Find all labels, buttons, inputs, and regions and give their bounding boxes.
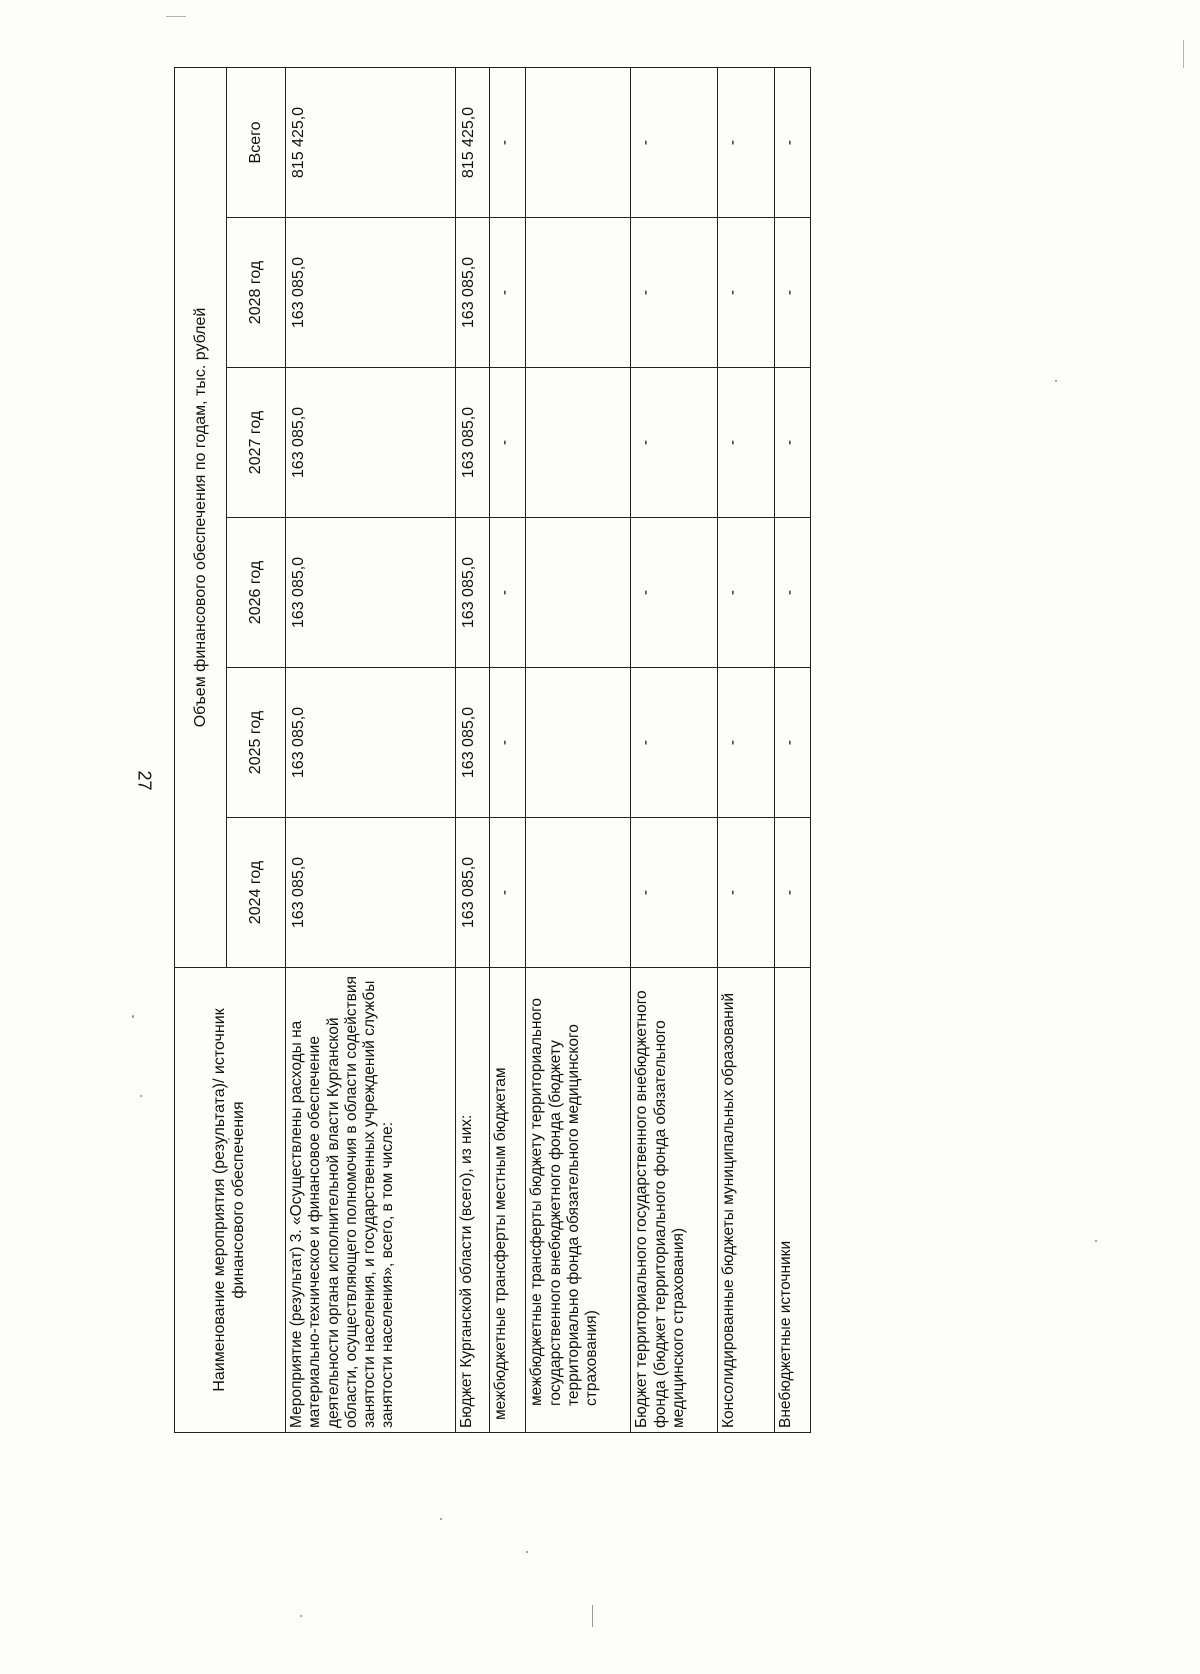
value-cell: - [774, 67, 810, 217]
row-name-extrabudgetary: Внебюджетные источники [774, 968, 810, 1433]
value-cell [526, 518, 631, 668]
row-name-measure: Мероприятие (результат) 3. «Осуществлены расходы на материально-техническое и финансовое обеспечение деятельности органа исполнительной власти Курганской области, осуществляющего полномочия в области содействия занятости населения, и государственных учреждений службы занятости населения», всего, в том числе: [286, 968, 456, 1433]
value-cell: 163 085,0 [455, 818, 489, 968]
table-row [631, 67, 718, 1432]
table-row [489, 67, 525, 1432]
value-cell [526, 818, 631, 968]
table-row [526, 67, 631, 1432]
value-cell: 163 085,0 [286, 518, 456, 668]
value-cell: - [774, 368, 810, 518]
row-name-fund-transfers: межбюджетные трансферты бюджету территориального государственного внебюджетного фонда (бюджету территориально фонда обязательного медицинского страхования) [526, 968, 631, 1433]
row-name-municipal-budgets: Консолидированные бюджеты муниципальных образований [718, 968, 775, 1433]
value-cell: - [718, 818, 775, 968]
value-cell [526, 368, 631, 518]
value-cell [526, 67, 631, 217]
value-cell: - [718, 518, 775, 668]
scan-speck [1055, 380, 1057, 382]
value-cell: 163 085,0 [455, 218, 489, 368]
scan-speck [140, 1095, 142, 1097]
header-year-2025: 2025 год [227, 668, 286, 818]
value-cell: - [718, 668, 775, 818]
scan-artifact [1183, 40, 1184, 68]
value-cell: - [489, 668, 525, 818]
table-row [774, 67, 810, 1432]
value-cell: - [489, 67, 525, 217]
value-cell: - [631, 218, 718, 368]
value-cell [526, 668, 631, 818]
value-cell: 163 085,0 [286, 368, 456, 518]
rotated-table-wrapper [174, 68, 811, 1433]
row-name-fund-budget: Бюджет территориального государственного внебюджетного фонда (бюджет территориального фонда обязательного медицинского страхования) [631, 968, 718, 1433]
value-cell: - [718, 368, 775, 518]
value-cell: - [631, 67, 718, 217]
value-cell: 815 425,0 [455, 67, 489, 217]
value-cell: - [718, 218, 775, 368]
value-cell: 163 085,0 [455, 668, 489, 818]
value-cell: - [631, 668, 718, 818]
value-cell: - [774, 818, 810, 968]
value-cell: - [774, 518, 810, 668]
table-row [718, 67, 775, 1432]
value-cell: - [774, 218, 810, 368]
table-row [455, 67, 489, 1432]
value-cell [526, 218, 631, 368]
value-cell: 163 085,0 [455, 368, 489, 518]
value-cell: - [489, 818, 525, 968]
value-cell: - [718, 67, 775, 217]
page-number: 27 [134, 770, 155, 791]
header-financing-group: Объем финансового обеспечения по годам, тыс. рублей [175, 67, 227, 967]
scan-artifact [592, 1605, 593, 1627]
value-cell: 163 085,0 [455, 518, 489, 668]
header-year-2024: 2024 год [227, 818, 286, 968]
header-name-column: Наименование мероприятия (результата)/ источник финансового обеспечения [175, 968, 286, 1433]
header-year-2026: 2026 год [227, 518, 286, 668]
value-cell: - [489, 518, 525, 668]
header-total: Всего [227, 67, 286, 217]
scan-speck [1095, 1240, 1097, 1242]
value-cell: 163 085,0 [286, 818, 456, 968]
value-cell: - [631, 368, 718, 518]
value-cell: 163 085,0 [286, 668, 456, 818]
scan-artifact [166, 16, 186, 17]
row-name-local-transfers: межбюджетные трансферты местным бюджетам [489, 968, 525, 1433]
financing-table [174, 67, 811, 1433]
table-row [286, 67, 456, 1432]
value-cell: - [489, 368, 525, 518]
scan-speck [300, 1615, 302, 1617]
scan-speck [526, 1551, 528, 1553]
value-cell: - [631, 818, 718, 968]
value-cell: 163 085,0 [286, 218, 456, 368]
header-year-2028: 2028 год [227, 218, 286, 368]
header-year-2027: 2027 год [227, 368, 286, 518]
value-cell: 815 425,0 [286, 67, 456, 217]
row-name-regional-budget: Бюджет Курганской области (всего), из них: [455, 968, 489, 1433]
value-cell: - [631, 518, 718, 668]
scan-speck [440, 1518, 442, 1520]
scan-speck [132, 1015, 134, 1018]
value-cell: - [489, 218, 525, 368]
value-cell: - [774, 668, 810, 818]
